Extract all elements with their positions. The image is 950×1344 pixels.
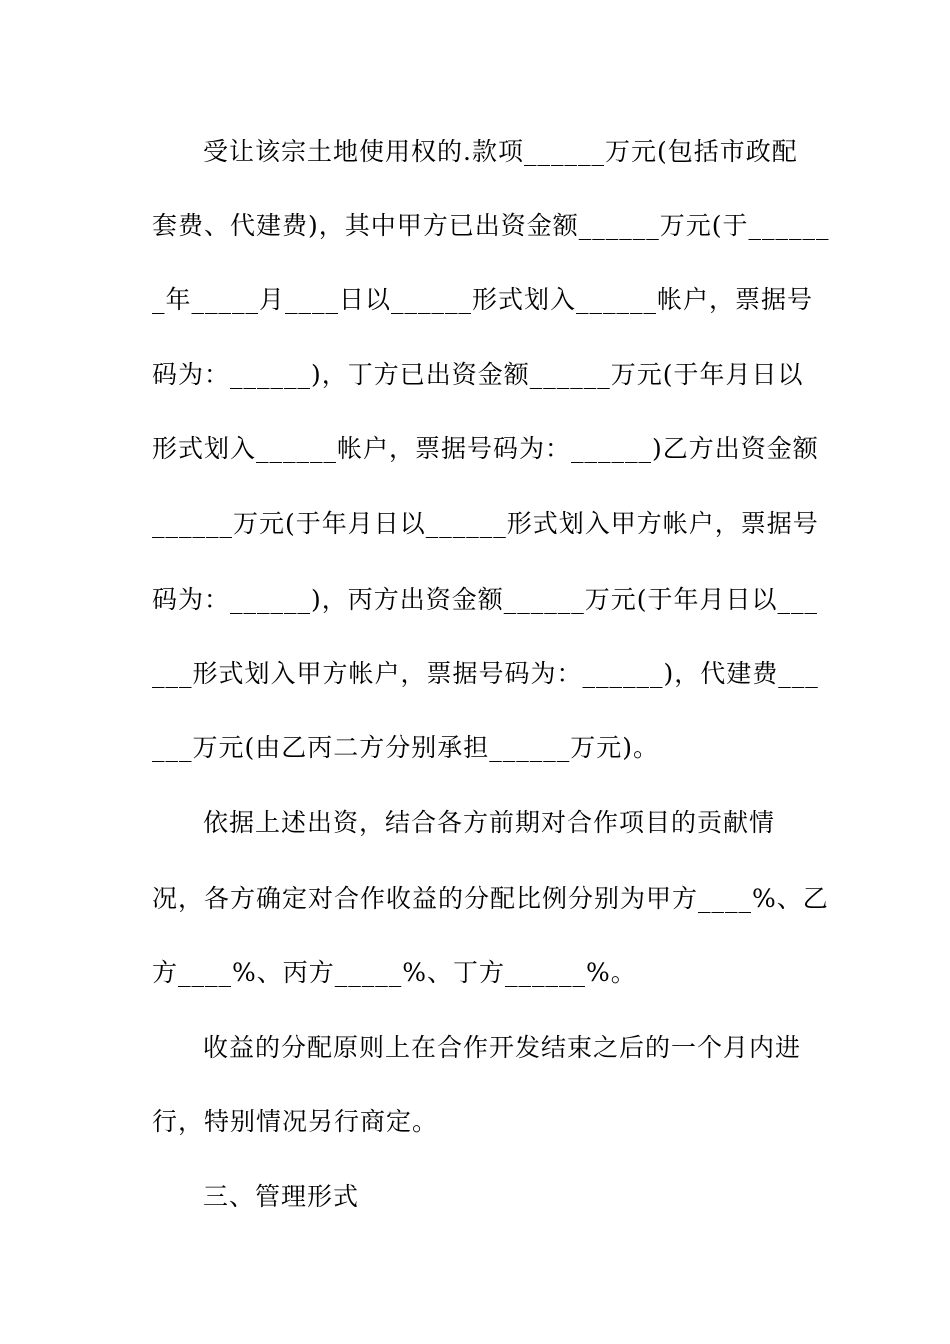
- paragraph-1-line-9: ___万元(由乙丙二方分别承担______万元)。: [152, 733, 660, 762]
- paragraph-1-line-2: 套费、代建费)，其中甲方已出资金额______万元(于______: [152, 211, 830, 240]
- paragraph-2-line-3: 方____%、丙方_____%、丁方______%。: [152, 958, 637, 987]
- paragraph-1-line-3: _年_____月____日以______形式划入______帐户，票据号: [152, 285, 814, 314]
- paragraph-1-line-8: ___形式划入甲方帐户，票据号码为：______)，代建费___: [152, 659, 819, 688]
- paragraph-1-line-6: ______万元(于年月日以______形式划入甲方帐户，票据号: [152, 509, 819, 538]
- paragraph-1-line-5: 形式划入______帐户，票据号码为：______)乙方出资金额: [152, 434, 819, 463]
- paragraph-2-line-1: 依据上述出资，结合各方前期对合作项目的贡献情: [203, 808, 776, 837]
- paragraph-1-line-4: 码为：______)，丁方已出资金额______万元(于年月日以: [152, 360, 804, 389]
- paragraph-1-line-7: 码为：______)，丙方出资金额______万元(于年月日以___: [152, 585, 819, 614]
- paragraph-3-line-1: 收益的分配原则上在合作开发结束之后的一个月内进: [203, 1033, 802, 1062]
- paragraph-2-line-2: 况，各方确定对合作收益的分配比例分别为甲方____%、乙: [152, 884, 829, 913]
- paragraph-1-line-1: 受让该宗土地使用权的.款项______万元(包括市政配: [203, 137, 798, 166]
- paragraph-3-line-2: 行，特别情况另行商定。: [152, 1107, 439, 1136]
- section-heading: 三、管理形式: [203, 1182, 360, 1211]
